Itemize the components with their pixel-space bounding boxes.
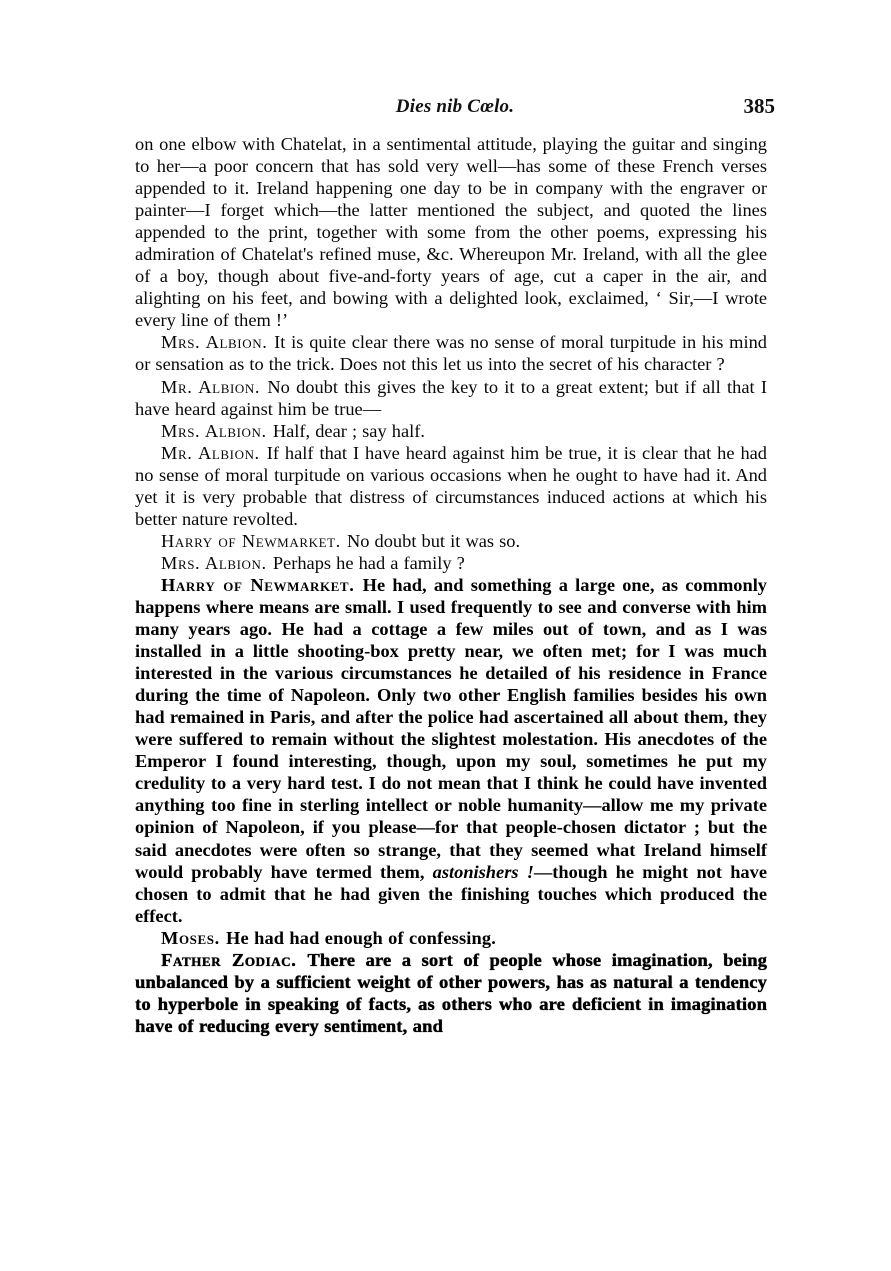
paragraph-mrs-albion-3 bbox=[135, 552, 767, 574]
speaker-name: Mrs. Albion. bbox=[161, 332, 268, 353]
paragraph-text: on one elbow with Chatelat, in a sentimental attitude, playing the guitar and singing to her—a poor concern that has sold very well—has some of these French verses appended to it. Ireland happening one day to be in company with the engraver or painter—I forget which—the latter mentioned the subject, and quoted the lines appended to the print, together with some from the other poems, expressing his admiration of Chatelat's refined muse, &c. Whereupon Mr. Ireland, with all the glee of a boy, though about five-and-forty years of age, cut a caper in the air, and alighting on his feet, and bowing with a delighted look, exclaimed, ‘ Sir,—I wrote every line of them !’ bbox=[135, 134, 767, 331]
paragraph-harry-newmarket-2 bbox=[135, 574, 767, 927]
speaker-name: Harry of Newmarket. bbox=[161, 574, 355, 595]
paragraph-text: Half, dear ; say half. bbox=[267, 420, 425, 441]
paragraph-moses bbox=[135, 927, 767, 949]
speaker-name: Mr. Albion. bbox=[161, 376, 261, 397]
paragraph-mr-albion-1 bbox=[135, 376, 767, 420]
paragraph-harry-newmarket-1 bbox=[135, 530, 767, 552]
paragraph-text: Perhaps he had a family ? bbox=[267, 552, 465, 573]
running-head bbox=[135, 96, 775, 126]
paragraph-mr-albion-2 bbox=[135, 442, 767, 530]
paragraph-text: There are a sort of people whose imagination, being unbalanced by a sufficient weight of other powers, has as natural a tendency to hyperbole in speaking of facts, as others who are deficient in imagination have of reducing every sentiment, and bbox=[135, 949, 767, 1036]
emphasised-term: astonishers ! bbox=[432, 861, 534, 882]
paragraph-text: It is quite clear there was no sense of moral turpitude in his mind or sensation as to the trick. Does not this let us into the secret of his character ? bbox=[135, 332, 767, 375]
paragraph-father-zodiac bbox=[135, 949, 767, 1037]
body-text-block bbox=[135, 133, 767, 1037]
paragraph-narrative bbox=[135, 133, 767, 331]
running-head-title: Dies nib Cœlo. bbox=[395, 96, 515, 117]
paragraph-mrs-albion-2 bbox=[135, 420, 767, 442]
speaker-name: Father Zodiac. bbox=[161, 949, 297, 970]
paragraph-text: No doubt this gives the key to it to a great extent; but if all that I have heard against him be true— bbox=[135, 376, 768, 419]
speaker-name: Harry of Newmarket. bbox=[161, 530, 341, 551]
speaker-name: Mrs. Albion. bbox=[161, 420, 267, 441]
speaker-name: Mr. Albion. bbox=[161, 442, 260, 463]
paragraph-text: No doubt but it was so. bbox=[341, 530, 521, 551]
speaker-name: Moses. bbox=[161, 927, 220, 948]
page-number: 385 bbox=[743, 94, 775, 118]
paragraph-mrs-albion-1 bbox=[135, 331, 767, 375]
paragraph-text-continued: —though he might not have chosen to admit that he had given the finishing touches which produced the effect. bbox=[135, 861, 767, 926]
paragraph-text: He had, and something a large one, as commonly happens where means are small. I used frequently to see and converse with him many years ago. He had a cottage a few miles out of town, and as I was installed in a little shooting-box pretty near, we often met; for I was much interested in the various circumstances he detailed of his residence in France during the time of Napoleon. Only two other English families besides his own had remained in Paris, and after the police had ascertained all about them, they were suffered to remain without the slightest molestation. His anecdotes of the Emperor I found interesting, though, upon my soul, sometimes he put my credulity to a very hard test. I do not mean that I think he could have invented anything too fine in sterling intellect or noble humanity—allow me my private opinion of Napoleon, if you please—for that people-chosen dictator ; but the said anecdotes were often so strange, that they seemed what Ireland himself would probably have termed them, bbox=[135, 574, 767, 882]
speaker-name: Mrs. Albion. bbox=[161, 552, 267, 573]
paragraph-text: He had had enough of confessing. bbox=[220, 927, 496, 948]
paragraph-text: If half that I have heard against him be true, it is clear that he had no sense of moral turpitude on various occasions when he ought to have had it. And yet it is very probable that distress of circumstances induced actions at which his better nature revolted. bbox=[135, 442, 768, 529]
